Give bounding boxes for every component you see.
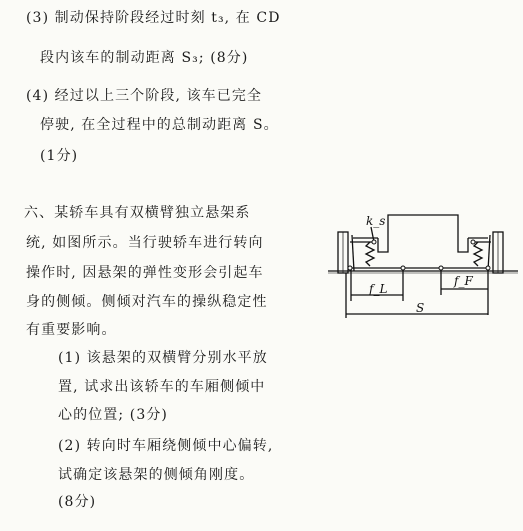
subq1-line-1: (1) 该悬架的双横臂分别水平放 xyxy=(58,350,268,366)
car-body xyxy=(378,215,468,252)
problem6-line-2: 统, 如图所示。当行驶轿车进行转向 xyxy=(26,235,264,251)
suspension-diagram xyxy=(328,205,518,323)
suspension-figure xyxy=(328,205,518,323)
subq2-line-2: 试确定该悬架的侧倾角刚度。 xyxy=(58,467,255,483)
label-ks: k_s xyxy=(366,214,386,228)
subq1-line-3: 心的位置; (3分) xyxy=(58,407,168,423)
problem6-line-1: 六、某轿车具有双横臂独立悬架系 xyxy=(24,205,251,221)
label-ff: f_F xyxy=(454,274,473,288)
q4-line-1: (4) 经过以上三个阶段, 该车已完全 xyxy=(26,88,263,104)
right-spring xyxy=(474,242,482,266)
label-fl: f_L xyxy=(369,282,388,296)
q4-line-2: 停驶, 在全过程中的总制动距离 S。 xyxy=(40,117,279,133)
subq2-line-1: (2) 转向时车厢绕侧倾中心偏转, xyxy=(58,438,274,454)
q3-line-2: 段内该车的制动距离 S₃; (8分) xyxy=(40,50,249,66)
problem6-line-5: 有重要影响。 xyxy=(26,322,117,338)
subq1-line-2: 置, 试求出该轿车的车厢侧倾中 xyxy=(58,379,266,395)
problem6-line-4: 身的侧倾。侧倾对汽车的操纵稳定性 xyxy=(26,294,268,310)
q4-line-3: (1分) xyxy=(40,148,79,164)
label-s: S xyxy=(416,301,425,315)
problem6-line-3: 操作时, 因悬架的弹性变形会引起车 xyxy=(26,265,264,281)
left-spring xyxy=(366,242,374,266)
q3-line-1: (3) 制动保持阶段经过时刻 t₃, 在 CD xyxy=(26,10,281,26)
subq2-line-3: (8分) xyxy=(58,494,97,510)
